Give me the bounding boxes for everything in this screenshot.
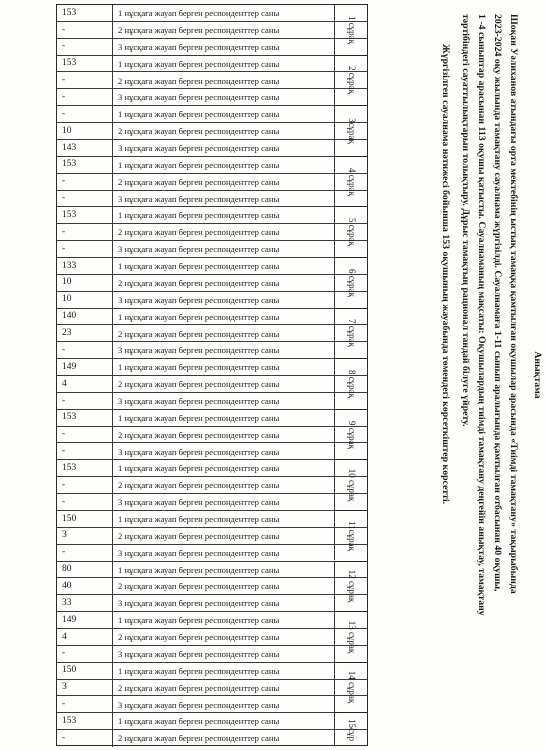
respondent-count: 153 <box>56 713 113 730</box>
respondent-count: - <box>56 89 113 106</box>
question-label: 9 сұрақ <box>346 420 357 449</box>
respondent-count: - <box>56 393 113 410</box>
answer-option-text: 1 нұсқаға жауап берген респонденттер саны <box>118 210 280 221</box>
table-row <box>56 4 368 22</box>
paragraph-line-3: 1 -4 сыныптар арасынан 113 оқушы қатысты. Сауалнаманың мақсаты: Оқушылардың тиімді тамақтану деңгейін анықтау, тамақтану <box>476 14 487 616</box>
answer-option-text: 3 нұсқаға жауап берген респонденттер саны <box>118 497 280 508</box>
answer-option-text: 3 нұсқаға жауап берген респонденттер саны <box>118 446 280 457</box>
table-row <box>56 105 368 123</box>
respondent-count: 143 <box>56 140 113 157</box>
table-row <box>56 476 368 494</box>
table-row <box>56 173 368 191</box>
heading: Анықтама <box>532 351 543 399</box>
question-label-cell <box>334 206 368 257</box>
respondent-count: - <box>56 72 113 89</box>
result-line: Жүргізілген сауалнама нәтижесі бойынша 153 оқушының жауабында төмендегі көрсеткіштер көрсетті. <box>440 44 451 505</box>
table-row <box>56 190 368 208</box>
respondent-count: 153 <box>56 56 113 73</box>
question-label-cell <box>334 358 368 409</box>
answer-option-text: 1 нұсқаға жауап берген респонденттер саны <box>118 463 280 474</box>
respondent-count: - <box>56 342 113 359</box>
table-row <box>56 291 368 309</box>
answer-option-text: 2 нұсқаға жауап берген респонденттер саны <box>118 126 280 137</box>
respondent-count: 150 <box>56 511 113 528</box>
table-row <box>56 679 368 697</box>
table-row <box>56 88 368 106</box>
question-label-cell <box>334 105 368 156</box>
respondent-count: 10 <box>56 292 113 309</box>
table-row <box>56 38 368 56</box>
respondent-count: 153 <box>56 460 113 477</box>
answer-option-text: 1 нұсқаға жауап берген респонденттер саны <box>118 362 280 373</box>
question-label-cell <box>334 156 368 207</box>
table-row <box>56 71 368 89</box>
question-label: 13 сұрақ <box>346 620 357 654</box>
question-label: 1 сұрақ <box>346 15 357 44</box>
question-label-cell <box>334 611 368 662</box>
answer-option-text: 1 нұсқаға жауап берген респонденттер саны <box>118 615 280 626</box>
answer-option-text: 3 нұсқаға жауап берген респонденттер саны <box>118 699 280 710</box>
answer-option-text: 2 нұсқаға жауап берген респонденттер саны <box>118 176 280 187</box>
table-row <box>56 729 368 747</box>
answer-option-text: 1 нұсқаға жауап берген респонденттер саны <box>118 159 280 170</box>
answer-option-text: 3 нұсқаға жауап берген респонденттер саны <box>118 395 280 406</box>
table-row <box>56 510 368 528</box>
answer-option-text: 3 нұсқаға жауап берген респонденттер саны <box>118 143 280 154</box>
answer-option-text: 2 нұсқаға жауап берген респонденттер саны <box>118 733 280 744</box>
answer-option-text: 1 нұсқаға жауап берген респонденттер саны <box>118 665 280 676</box>
respondent-count: 153 <box>56 157 113 174</box>
table-row <box>56 240 368 258</box>
respondent-count: - <box>56 174 113 191</box>
answer-option-text: 2 нұсқаға жауап берген респонденттер саны <box>118 24 280 35</box>
table-row <box>56 459 368 477</box>
question-label-cell <box>334 308 368 359</box>
answer-option-text: 2 нұсқаға жауап берген респонденттер саны <box>118 328 280 339</box>
table-row <box>56 139 368 157</box>
answer-option-text: 1 нұсқаға жауап берген респонденттер саны <box>118 564 280 575</box>
question-label-cell <box>334 4 368 55</box>
table-row <box>56 274 368 292</box>
answer-option-text: 3 нұсқаға жауап берген респонденттер саны <box>118 92 280 103</box>
paragraph-line-1: Шоқан Уәлиханов атындағы орта мектебінің ыстық тамаққа қамтылған оқушылар арасында «Тиімді тамақтану» тақырыбында <box>508 14 519 594</box>
answer-option-text: 1 нұсқаға жауап берген респонденттер саны <box>118 311 280 322</box>
question-label: 10 сұрақ <box>346 468 357 502</box>
question-label-cell <box>334 712 368 746</box>
answer-option-text: 3 нұсқаға жауап берген респонденттер саны <box>118 244 280 255</box>
table-row <box>56 223 368 241</box>
intro-text-area <box>372 4 546 746</box>
question-label-cell <box>334 459 368 510</box>
respondent-count: 153 <box>56 410 113 427</box>
question-label: 14 сұрақ <box>346 671 357 704</box>
table-row <box>56 122 368 140</box>
respondent-count: 23 <box>56 325 113 342</box>
answer-option-text: 1 нұсқаға жауап берген респонденттер саны <box>118 261 280 272</box>
question-label-cell <box>334 257 368 308</box>
answer-option-text: 3 нұсқаға жауап берген респонденттер саны <box>118 193 280 204</box>
respondent-count: - <box>56 191 113 208</box>
respondent-count: - <box>56 224 113 241</box>
answer-option-text: 3 нұсқаға жауап берген респонденттер саны <box>118 41 280 52</box>
respondent-count: 153 <box>56 5 113 22</box>
table-row <box>56 375 368 393</box>
table-row <box>56 594 368 612</box>
question-label: 2 сұрақ <box>346 66 357 95</box>
table-row <box>56 712 368 730</box>
table-row <box>56 561 368 579</box>
answer-option-text: 2 нұсқаға жауап берген респонденттер саны <box>118 682 280 693</box>
question-label: 5 сұрақ <box>346 218 357 247</box>
respondent-count: 3 <box>56 680 113 697</box>
respondent-count: - <box>56 427 113 444</box>
respondent-count: 149 <box>56 612 113 629</box>
respondent-count: - <box>56 696 113 713</box>
table-row <box>56 628 368 646</box>
question-label-cell <box>334 561 368 612</box>
answer-option-text: 2 нұсқаға жауап берген респонденттер саны <box>118 632 280 643</box>
answer-option-text: 1 нұсқаға жауап берген респонденттер саны <box>118 514 280 525</box>
question-label: 3сұрақ <box>346 118 357 144</box>
paragraph-line-4: тәртібіндегі сауаттылықтарын толықтыру. Дұрыс тамақтың рационал тандай білуге үйрету. <box>460 14 471 427</box>
answer-option-text: 2 нұсқаға жауап берген респонденттер саны <box>118 227 280 238</box>
table-row <box>56 21 368 39</box>
respondent-count: - <box>56 545 113 562</box>
respondent-count: - <box>56 39 113 56</box>
respondent-count: 80 <box>56 562 113 579</box>
answer-option-text: 2 нұсқаға жауап берген респонденттер саны <box>118 379 280 390</box>
respondent-count: 33 <box>56 595 113 612</box>
question-label: 8 сұрақ <box>346 369 357 398</box>
answer-option-text: 3 нұсқаға жауап берген респонденттер саны <box>118 648 280 659</box>
respondent-count: - <box>56 22 113 39</box>
question-label-cell <box>334 510 368 561</box>
table-row <box>56 324 368 342</box>
answer-option-text: 2 нұсқаға жауап берген респонденттер саны <box>118 277 280 288</box>
table-row <box>56 341 368 359</box>
paragraph-line-2: 2023-2024 оқу жылында тамақтану сауалнама жүргізілді. Сауалнамаға 1-11 сынып аралығында қамтылған отбасынан 40 оқушы, <box>492 14 503 592</box>
table-row <box>56 662 368 680</box>
respondent-count: 10 <box>56 123 113 140</box>
table-row <box>56 257 368 275</box>
table-row <box>56 493 368 511</box>
respondent-count: 4 <box>56 629 113 646</box>
answer-option-text: 3 нұсқаға жауап берген респонденттер саны <box>118 294 280 305</box>
question-label: 6 сұрақ <box>346 268 357 297</box>
table-row <box>56 527 368 545</box>
respondent-count: 40 <box>56 578 113 595</box>
answer-option-text: 1 нұсқаға жауап берген респонденттер саны <box>118 8 280 19</box>
question-label: 15сұр <box>346 718 357 741</box>
respondent-count: 4 <box>56 376 113 393</box>
table-row <box>56 392 368 410</box>
respondent-count: - <box>56 443 113 460</box>
respondent-count: 3 <box>56 528 113 545</box>
respondent-count: 10 <box>56 275 113 292</box>
respondent-count: - <box>56 646 113 663</box>
answer-option-text: 2 нұсқаға жауап берген респонденттер саны <box>118 530 280 541</box>
respondent-count: 140 <box>56 309 113 326</box>
table-row <box>56 645 368 663</box>
question-label: 7 сұрақ <box>346 319 357 348</box>
respondent-count: - <box>56 477 113 494</box>
respondent-count: 153 <box>56 207 113 224</box>
table-row <box>56 544 368 562</box>
question-label: 4 сұрақ <box>346 167 357 196</box>
question-label-cell <box>334 55 368 106</box>
question-label: 11сұрақ <box>346 520 357 551</box>
table-row <box>56 442 368 460</box>
answer-option-text: 1 нұсқаға жауап берген респонденттер саны <box>118 58 280 69</box>
table-row <box>56 611 368 629</box>
table-row <box>56 206 368 224</box>
respondent-count: 150 <box>56 663 113 680</box>
answer-option-text: 2 нұсқаға жауап берген респонденттер саны <box>118 480 280 491</box>
table-row <box>56 695 368 713</box>
answer-option-text: 1 нұсқаға жауап берген респонденттер саны <box>118 412 280 423</box>
answer-option-text: 3 нұсқаға жауап берген респонденттер саны <box>118 598 280 609</box>
answer-option-text: 2 нұсқаға жауап берген респонденттер саны <box>118 75 280 86</box>
question-label-cell <box>334 409 368 460</box>
respondent-count: - <box>56 241 113 258</box>
answer-option-text: 1 нұсқаға жауап берген респонденттер саны <box>118 109 280 120</box>
table-row <box>56 55 368 73</box>
answer-option-text: 3 нұсқаға жауап берген респонденттер саны <box>118 547 280 558</box>
table-row <box>56 426 368 444</box>
table-row <box>56 409 368 427</box>
respondent-count: - <box>56 494 113 511</box>
question-label: 12 сұрақ <box>346 569 357 603</box>
respondent-count: 149 <box>56 359 113 376</box>
answer-option-text: 2 нұсқаға жауап берген респонденттер саны <box>118 429 280 440</box>
results-table <box>56 4 368 746</box>
answer-option-text: 1 нұсқаға жауап берген респонденттер саны <box>118 716 280 727</box>
respondent-count: - <box>56 106 113 123</box>
table-row <box>56 308 368 326</box>
answer-option-text: 2 нұсқаға жауап берген респонденттер саны <box>118 581 280 592</box>
table-row <box>56 358 368 376</box>
respondent-count: 133 <box>56 258 113 275</box>
table-row <box>56 577 368 595</box>
table-row <box>56 156 368 174</box>
question-label-cell <box>334 662 368 713</box>
rotated-text <box>372 4 546 746</box>
answer-option-text: 3 нұсқаға жауап берген респонденттер саны <box>118 345 280 356</box>
respondent-count: - <box>56 730 113 747</box>
